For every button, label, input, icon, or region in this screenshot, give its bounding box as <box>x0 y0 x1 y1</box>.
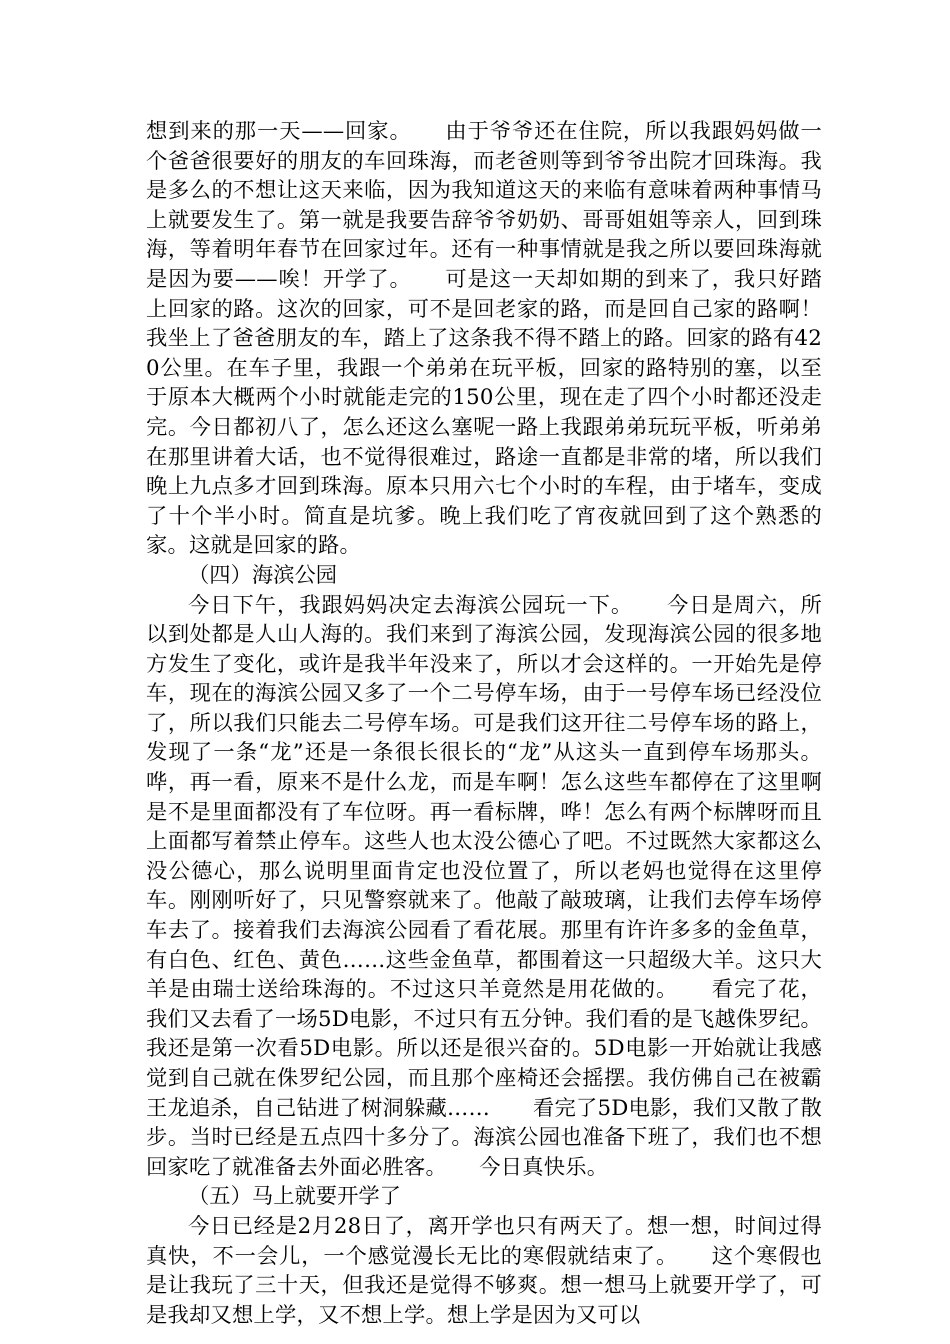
paragraph-school-starting: 今日已经是2月28日了，离开学也只有两天了。想一想，时间过得真快，不一会儿，一个感觉漫长无比的寒假就结束了。 这个寒假也是让我玩了三十天，但我还是觉得不够爽。想一想马上就要开学了，可是我却又想上学，又不想上学。想上学是因为又可以 <box>146 1213 822 1328</box>
document-page <box>146 117 822 1330</box>
paragraph-going-home: 想到来的那一天——回家。 由于爷爷还在住院，所以我跟妈妈做一个爸爸很要好的朋友的车回珠海，而老爸则等到爷爷出院才回珠海。我是多么的不想让这天来临，因为我知道这天的来临有意味着两种事情马上就要发生了。第一就是我要告辞爷爷奶奶、哥哥姐姐等亲人，回到珠海，等着明年春节在回家过年。还有一种事情就是我之所以要回珠海就是因为要——唉！开学了。 可是这一天却如期的到来了，我只好踏上回家的路。这次的回家，可不是回老家的路，而是回自己家的路啊！我坐上了爸爸朋友的车，踏上了这条我不得不踏上的路。回家的路有420公里。在车子里，我跟一个弟弟在玩平板，回家的路特别的塞，以至于原本大概两个小时就能走完的150公里，现在走了四个小时都还没走完。今日都初八了，怎么还这么塞呢一路上我跟弟弟玩玩平板，听弟弟在那里讲着大话，也不觉得很难过，路途一直都是非常的堵，所以我们晚上九点多才回到珠海。原本只用六七个小时的车程，由于堵车，变成了十个半小时。简直是坑爹。晚上我们吃了宵夜就回到了这个熟悉的家。这就是回家的路。 <box>146 119 822 559</box>
section-heading-school-starting: （五）马上就要开学了 <box>188 1184 401 1210</box>
paragraph-seaside-park: 今日下午，我跟妈妈决定去海滨公园玩一下。 今日是周六，所以到处都是人山人海的。我们来到了海滨公园，发现海滨公园的很多地方发生了变化，或许是我半年没来了，所以才会这样的。一开始先是停车，现在的海滨公园又多了一个二号停车场，由于一号停车场已经没位了，所以我们只能去二号停车场。可是我们这开往二号停车场的路上，发现了一条“龙”还是一条很长很长的“龙”从这头一直到停车场那头。哗，再一看，原来不是什么龙，而是车啊！怎么这些车都停在了这里啊是不是里面都没有了车位呀。再一看标牌，哗！怎么有两个标牌呀而且上面都写着禁止停车。这些人也太没公德心了吧。不过既然大家都这么没公德心，那么说明里面肯定也没位置了，所以老妈也觉得在这里停车。刚刚听好了，只见警察就来了。他敲了敲玻璃，让我们去停车场停车去了。接着我们去海滨公园看了看花展。那里有许许多多的金鱼草，有白色、红色、黄色……这些金鱼草，都围着这一只超级大羊。这只大羊是由瑞士送给珠海的。不过这只羊竟然是用花做的。 看完了花，我们又去看了一场5D电影，不过只有五分钟。我们看的是飞越侏罗纪。我还是第一次看5D电影。所以还是很兴奋的。5D电影一开始就让我感觉到自己就在侏罗纪公园，而且那个座椅还会摇摆。我仿佛自己在被霸王龙追杀，自己钻进了树洞躲藏…… 看完了5D电影，我们又散了散步。当时已经是五点四十多分了。海滨公园也准备下班了，我们也不想回家吃了就准备去外面必胜客。 今日真快乐。 <box>146 592 822 1180</box>
section-heading-seaside-park: （四）海滨公园 <box>188 562 338 588</box>
